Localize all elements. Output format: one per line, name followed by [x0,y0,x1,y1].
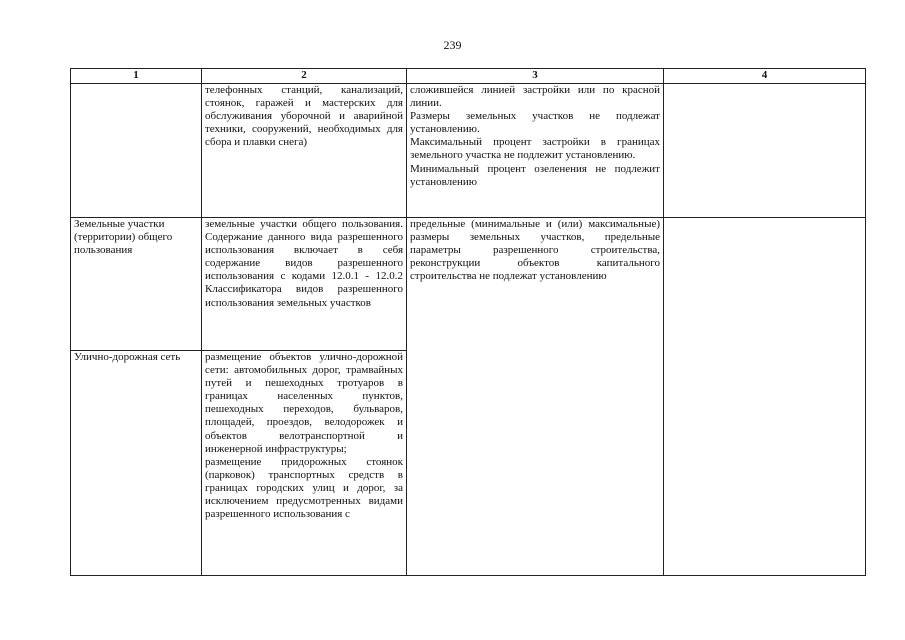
row2-col3-cell [407,218,664,576]
row1-col4-cell [664,84,866,218]
zoning-table [70,68,866,576]
row1-col3-cell [407,84,664,218]
column-header-1: 1 [71,69,202,84]
column-header-2: 2 [202,69,407,84]
row2-col4-cell [664,218,866,576]
row3-col2-para: размещение объектов улично-дорожной сети: автомобильных дорог, трамвайных путей и пешеходных тротуаров в границах населенных пунктов, пешеходных переходов, бульваров, площадей, проездов, велодорожек и объектов велотранспортной и инженерной инфраструктуры; [205,351,403,455]
page-number: 239 [443,38,462,52]
table-header-row [71,69,866,84]
row2-col3-para: предельные (минимальные и (или) максимальные) размеры земельных участков, предельные параметры разрешенного строительства, реконструкции объектов капитального строительства не подлежат установлению [410,218,660,283]
row1-col2-cell: телефонных станций, канализаций, стоянок, гаражей и мастерских для обслуживания уборочной и аварийной техники, сооружений, необходимых для сбора и плавки снега) [202,84,407,218]
row2-col2-cell: земельные участки общего пользования. Содержание данного вида разрешенного использования включает в себя содержание видов разрешенного использования с кодами 12.0.1 - 12.0.2 Классификатора видов разрешенного использования земельных участков [202,218,407,351]
row3-col1-cell: Улично-дорожная сеть [71,351,202,576]
row1-col1-cell [71,84,202,218]
column-header-3: 3 [407,69,664,84]
row3-col2-cell [202,351,407,576]
table-row [71,218,866,351]
row1-col3-para: сложившейся линией застройки или по красной линии. [410,84,660,110]
row1-col3-para: Минимальный процент озеленения не подлежит установлению [410,162,660,188]
row1-col3-para: Максимальный процент застройки в границах земельного участка не подлежит установлению. [410,136,660,162]
column-header-4: 4 [664,69,866,84]
table-row [71,84,866,218]
row2-col1-cell: Земельные участки (территории) общего пользования [71,218,202,351]
row1-col3-para: Размеры земельных участков не подлежат установлению. [410,110,660,136]
row3-col2-para: размещение придорожных стоянок (парковок) транспортных средств в границах городских улиц и дорог, за исключением предусмотренных видами разрешенного использования с [205,455,403,521]
